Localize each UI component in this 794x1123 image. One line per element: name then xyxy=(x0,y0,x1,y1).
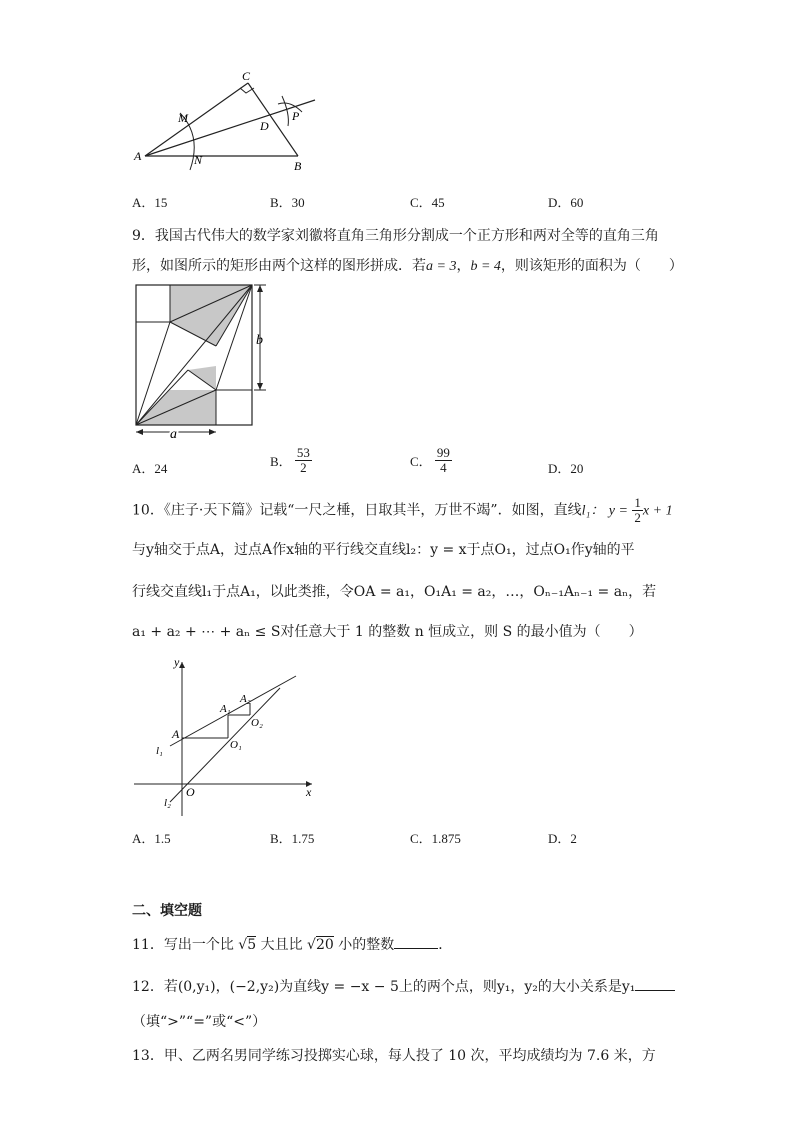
sqrt-5-radicand: 5 xyxy=(247,937,257,953)
label-l1: l₁ xyxy=(156,745,163,757)
q10-option-a[interactable]: A．1.5 xyxy=(132,831,171,846)
label-P: P xyxy=(292,109,300,123)
q9-option-b-prefix: B． xyxy=(270,454,292,469)
label-C: C xyxy=(242,69,251,83)
q9-line2-post: ，则该矩形的面积为（ ） xyxy=(500,258,683,274)
q12-answer-blank[interactable] xyxy=(635,976,675,991)
q12-text: 12．若(0,y₁)，(−2,y₂)为直线y = −x − 5上的两个点，则y₁，y₂的大小关系是y₁ xyxy=(132,979,636,995)
label-A: A xyxy=(134,149,142,163)
label-x: x xyxy=(306,785,312,799)
q9-option-d[interactable]: D．20 xyxy=(548,461,584,476)
label-A: A xyxy=(172,727,180,741)
label-y: y xyxy=(174,655,180,669)
q11-end: ． xyxy=(438,937,453,953)
q10-l1-num: 1 xyxy=(634,495,641,510)
label-A1: A₁ xyxy=(220,703,231,715)
q9-line2 xyxy=(132,256,683,277)
q10-l1-name: l₁： xyxy=(581,503,605,519)
q10-l1-eq-post: x + 1 xyxy=(642,503,673,519)
q11-post: 小的整数 xyxy=(338,937,395,953)
triangle-figure-q8 xyxy=(130,66,330,176)
q11-mid: 大且比 xyxy=(260,937,303,953)
q9-option-c-den: 4 xyxy=(440,460,447,475)
q10-option-d[interactable]: D．2 xyxy=(548,831,577,846)
q9-line2-pre: 形，如图所示的矩形由两个这样的图形拼成．若 xyxy=(132,258,426,274)
q10-line3: 行线交直线l₁于点A₁，以此类推，令OA = a₁，O₁A₁ = a₂，…，Oₙ₋₁Aₙ₋₁ = aₙ，若 xyxy=(132,584,657,600)
q10-line1-pre: 10．《庄子·天下篇》记载“一尺之棰，日取其半，万世不竭”．如图，直线 xyxy=(132,502,582,519)
q9-sep: ， xyxy=(456,258,471,274)
rectangle-figure-q9 xyxy=(130,280,280,442)
q10-line4: a₁ + a₂ + ⋯ + aₙ ≤ S对任意大于 1 的整数 n 恒成立，则 S 的最小值为（ ） xyxy=(132,624,643,640)
label-O: O xyxy=(186,785,195,799)
label-O2: O₂ xyxy=(251,717,263,729)
q10-line1 xyxy=(132,496,673,525)
q10-option-b[interactable]: B．1.75 xyxy=(270,831,315,846)
label-O1: O₁ xyxy=(230,739,242,751)
label-D: D xyxy=(260,119,269,133)
q9-line1: 9．我国古代伟大的数学家刘徽将直角三角形分割成一个正方形和两对全等的直角三角 xyxy=(132,228,659,244)
q10-line2: 与y轴交于点A，过点A作x轴的平行线交直线l₂：y = x于点O₁，过点O₁作y轴的平 xyxy=(132,542,635,558)
section-heading: 二、填空题 xyxy=(132,903,202,919)
label-B: B xyxy=(294,159,302,173)
label-a: a xyxy=(170,427,177,442)
label-b: b xyxy=(256,333,263,348)
q8-option-c[interactable]: C．45 xyxy=(410,195,445,210)
q8-option-b[interactable]: B．30 xyxy=(270,195,305,210)
label-N: N xyxy=(194,153,203,167)
q9-option-b-num: 53 xyxy=(296,445,310,460)
q9-option-b-den: 2 xyxy=(300,460,307,475)
label-l2: l₂ xyxy=(164,797,171,809)
q13: 13．甲、乙两名男同学练习投掷实心球，每人投了 10 次，平均成绩均为 7.6 米，方 xyxy=(132,1048,656,1064)
sqrt-5: √5 xyxy=(238,937,257,953)
q9-option-c-num: 99 xyxy=(436,445,450,460)
label-M: M xyxy=(178,111,188,125)
q9-option-c-prefix: C． xyxy=(410,454,432,469)
q9-option-a[interactable]: A．24 xyxy=(132,461,168,476)
q12-note: （填“>”“=”或“<”） xyxy=(132,1014,267,1030)
q9-a-value: a = 3 xyxy=(426,259,457,274)
label-A2: A₂ xyxy=(240,693,251,705)
q10-l1-den: 2 xyxy=(634,510,641,525)
sqrt-20: √20 xyxy=(307,937,334,953)
q11-pre: 11．写出一个比 xyxy=(132,937,234,953)
q10-l1-eq-pre: y = xyxy=(608,503,628,519)
q10-option-c[interactable]: C．1.875 xyxy=(410,831,461,846)
q9-option-b[interactable] xyxy=(270,446,312,475)
q9-option-c-fraction xyxy=(435,446,452,475)
q10-l1-fraction xyxy=(632,496,643,525)
q12 xyxy=(132,976,675,997)
q9-b-value: b = 4 xyxy=(470,259,501,274)
q11 xyxy=(132,934,452,955)
sqrt-20-radicand: 20 xyxy=(315,937,334,953)
q9-option-c[interactable] xyxy=(410,446,452,475)
q8-option-d[interactable]: D．60 xyxy=(548,195,584,210)
q8-option-a[interactable]: A．15 xyxy=(132,195,168,210)
q9-option-b-fraction xyxy=(295,446,312,475)
q11-answer-blank[interactable] xyxy=(394,934,438,949)
line-graph-figure-q10 xyxy=(130,654,320,820)
